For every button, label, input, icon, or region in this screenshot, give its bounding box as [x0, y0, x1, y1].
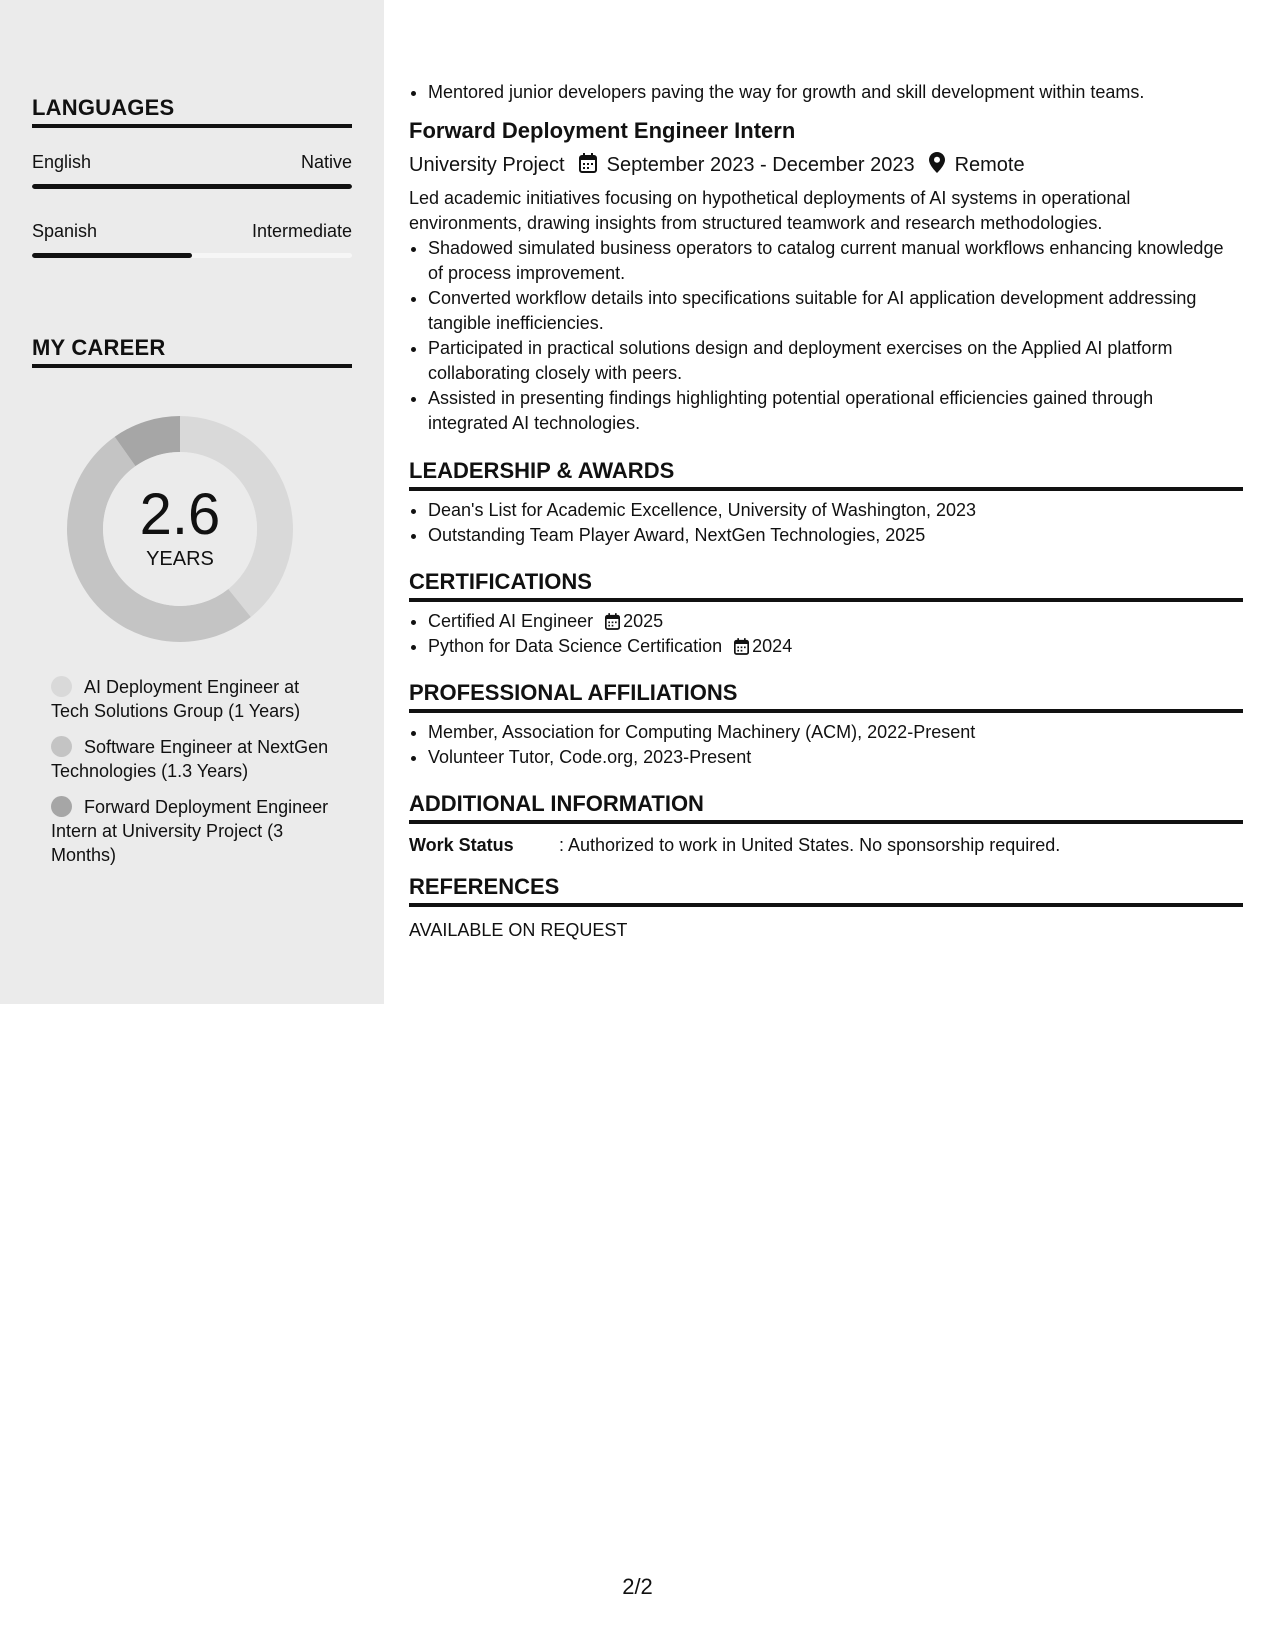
language-name: English [32, 152, 92, 172]
additional-info-heading: ADDITIONAL INFORMATION [409, 791, 1243, 824]
certification-name: Certified AI Engineer [428, 611, 594, 631]
work-status-value: : Authorized to work in United States. No sponsorship required. [559, 835, 1061, 855]
list-item: • Member, Association for Computing Machinery (ACM), 2022-Present [428, 720, 1262, 745]
career-legend-label: Software Engineer at NextGen Technologies (1.3 Years) [51, 737, 329, 781]
calendar-icon [579, 153, 597, 179]
legend-dot-icon [51, 796, 72, 817]
career-legend-item [51, 735, 331, 783]
job-title: Forward Deployment Engineer Intern [409, 118, 796, 143]
language-level: Native [300, 152, 352, 172]
career-legend-item [51, 795, 331, 867]
calendar-icon [734, 638, 749, 655]
affiliations-heading: PROFESSIONAL AFFILIATIONS [409, 680, 1243, 713]
career-legend-label: AI Deployment Engineer at Tech Solutions Group (1 Years) [51, 677, 301, 721]
language-bar-fill [32, 184, 352, 189]
list-item [428, 609, 1262, 634]
list-item: • Participated in practical solutions design and deployment exercises on the Applied AI platform collaborating closely with peers. [428, 336, 1228, 386]
job-dates: September 2023 - December 2023 [606, 154, 915, 176]
language-row-english [32, 152, 352, 173]
work-status-row [409, 835, 1060, 856]
previous-job-bullets [409, 80, 1262, 105]
career-legend-label: Forward Deployment Engineer Intern at University Project (3 Months) [51, 797, 329, 865]
job-location: Remote [954, 154, 1025, 176]
career-legend-item [51, 675, 331, 723]
languages-heading: LANGUAGES [32, 95, 352, 128]
page-number: 2/2 [622, 1574, 653, 1599]
language-bar-english [32, 184, 352, 189]
certification-year: 2024 [752, 636, 793, 656]
certification-year: 2025 [623, 611, 664, 631]
career-total-value: 2.6 [139, 481, 221, 547]
work-status-label: Work Status [409, 835, 514, 855]
list-item: • Volunteer Tutor, Code.org, 2023-Present [428, 745, 1262, 770]
career-total-unit: YEARS [146, 547, 214, 570]
career-legend [51, 675, 331, 879]
language-name: Spanish [32, 221, 98, 241]
language-level: Intermediate [251, 221, 352, 241]
awards-heading: LEADERSHIP & AWARDS [409, 458, 1243, 491]
list-item: • Shadowed simulated business operators to catalog current manual workflows enhancing knowledge of process improvement. [428, 236, 1228, 286]
certifications-list [409, 609, 1262, 659]
career-total [66, 415, 294, 643]
awards-list [409, 498, 1262, 548]
job-bullets [409, 236, 1228, 436]
career-donut [66, 415, 294, 643]
legend-dot-icon [51, 676, 72, 697]
location-pin-icon [929, 152, 945, 179]
language-bar-fill [32, 253, 192, 258]
certifications-heading: CERTIFICATIONS [409, 569, 1243, 602]
affiliations-list [409, 720, 1262, 770]
job-company: University Project [409, 154, 565, 176]
job-description: Led academic initiatives focusing on hypothetical deployments of AI systems in operational environments, drawing insights from structured teamwork and research methodologies. [409, 188, 1131, 233]
language-row-spanish [32, 221, 352, 242]
career-heading: MY CAREER [32, 335, 352, 368]
references-text: AVAILABLE ON REQUEST [409, 920, 628, 940]
list-item: • Outstanding Team Player Award, NextGen Technologies, 2025 [428, 523, 1262, 548]
list-item: • Assisted in presenting findings highlighting potential operational efficiencies gained through integrated AI technologies. [428, 386, 1228, 436]
list-item: • Dean's List for Academic Excellence, University of Washington, 2023 [428, 498, 1262, 523]
calendar-icon [605, 613, 620, 630]
certification-name: Python for Data Science Certification [428, 636, 723, 656]
language-bar-spanish [32, 253, 352, 258]
job-meta [409, 152, 1025, 179]
list-item: • Mentored junior developers paving the way for growth and skill development within teams. [428, 80, 1262, 105]
sidebar [0, 0, 384, 1004]
legend-dot-icon [51, 736, 72, 757]
references-heading: REFERENCES [409, 874, 1243, 907]
list-item: • Converted workflow details into specifications suitable for AI application development addressing tangible inefficiencies. [428, 286, 1228, 336]
list-item [428, 634, 1262, 659]
